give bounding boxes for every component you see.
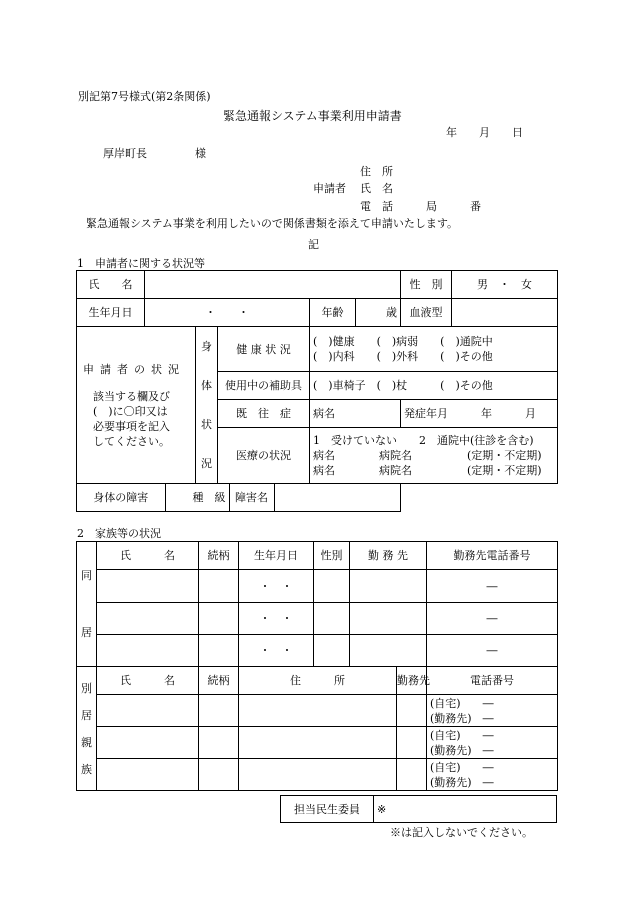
separate-workplace-field[interactable] bbox=[397, 695, 427, 727]
separate-char-4: 族 bbox=[81, 762, 92, 776]
cohabit-vertical-label bbox=[77, 542, 97, 667]
aid-options[interactable]: ( )車椅子 ( )杖 ( )その他 bbox=[310, 372, 558, 400]
cohabit-header-sex: 性別 bbox=[314, 542, 350, 570]
disability-label: 身体の障害 bbox=[77, 484, 165, 511]
separate-work-phone: (勤務先) ― bbox=[430, 743, 494, 757]
separate-work-phone: (勤務先) ― bbox=[430, 775, 494, 789]
separate-row bbox=[77, 759, 558, 791]
separate-address-field[interactable] bbox=[239, 759, 397, 791]
separate-home-phone: (自宅) ― bbox=[430, 728, 494, 742]
ki-label: 記 bbox=[308, 238, 319, 251]
status-title: 申請者の状況 bbox=[83, 362, 185, 376]
body-char-2: 体 bbox=[201, 379, 212, 392]
cohabit-row bbox=[77, 635, 558, 667]
separate-char-2: 居 bbox=[81, 708, 92, 722]
dob-field[interactable]: ・ ・ bbox=[145, 299, 310, 327]
addressee: 厚岸町長 bbox=[103, 147, 147, 160]
cohabit-header-dob: 生年月日 bbox=[239, 542, 314, 570]
name-label: 氏 名 bbox=[77, 271, 145, 299]
status-note-1: 該当する欄及び bbox=[93, 389, 170, 403]
disability-name-field[interactable] bbox=[274, 484, 400, 511]
separate-row bbox=[77, 695, 558, 727]
separate-vertical-label bbox=[77, 667, 97, 791]
honorific: 様 bbox=[195, 147, 206, 160]
cohabit-row bbox=[77, 603, 558, 635]
body-char-3: 状 bbox=[201, 418, 212, 431]
form-id: 別記第7号様式(第2条関係) bbox=[78, 90, 211, 103]
medical-line-2: 病名 病院名 (定期・不定期) bbox=[313, 449, 542, 462]
separate-header-phone: 電話番号 bbox=[427, 667, 558, 695]
cohabit-workplace-field[interactable] bbox=[350, 570, 427, 603]
history-label: 既 往 症 bbox=[218, 400, 310, 428]
cohabit-header-relation: 続柄 bbox=[199, 542, 239, 570]
commissioner-table bbox=[280, 795, 557, 823]
health-options[interactable] bbox=[310, 327, 558, 372]
form-title: 緊急通報システム事業利用申請書 bbox=[223, 109, 402, 123]
statement: 緊急通報システム事業を利用したいので関係書類を添えて申請いたします。 bbox=[86, 217, 459, 230]
history-onset-field[interactable]: 発症年月 年 月 bbox=[401, 400, 558, 428]
blood-type-field[interactable] bbox=[452, 299, 558, 327]
applicant-label: 申請者 bbox=[313, 182, 346, 195]
age-field[interactable]: 歳 bbox=[356, 299, 401, 327]
cohabit-dob-field[interactable]: ・ ・ bbox=[239, 603, 314, 635]
status-note-2: ( )に〇印又は bbox=[93, 404, 168, 418]
separate-workplace-field[interactable] bbox=[397, 759, 427, 791]
cohabit-workplace-field[interactable] bbox=[350, 635, 427, 667]
commissioner-label: 担当民生委員 bbox=[281, 796, 374, 823]
separate-relation-field[interactable] bbox=[199, 695, 239, 727]
cohabit-dob-field[interactable]: ・ ・ bbox=[239, 570, 314, 603]
body-char-4: 況 bbox=[201, 457, 212, 470]
separate-header-relation: 続柄 bbox=[199, 667, 239, 695]
separate-header-address: 住 所 bbox=[239, 667, 397, 695]
commissioner-field: ※ bbox=[374, 796, 557, 823]
separate-address-field[interactable] bbox=[239, 727, 397, 759]
applicant-address-label: 住 所 bbox=[360, 165, 393, 178]
age-label: 年齢 bbox=[310, 299, 356, 327]
disability-grade-field[interactable]: 種 級 bbox=[165, 484, 229, 511]
cohabit-sex-field[interactable] bbox=[314, 570, 350, 603]
separate-home-phone: (自宅) ― bbox=[430, 760, 494, 774]
cohabit-header-work-phone: 勤務先電話番号 bbox=[427, 542, 558, 570]
disability-subtable bbox=[77, 484, 400, 511]
cohabit-header-name: 氏 名 bbox=[97, 542, 199, 570]
blood-type-label: 血液型 bbox=[401, 299, 452, 327]
separate-name-field[interactable] bbox=[97, 759, 199, 791]
cohabit-sex-field[interactable] bbox=[314, 603, 350, 635]
disability-row-blank bbox=[401, 484, 558, 512]
cohabit-header-workplace: 勤 務 先 bbox=[350, 542, 427, 570]
applicant-phone-label: 電 話 局 番 bbox=[360, 200, 481, 213]
history-disease-field[interactable]: 病名 bbox=[310, 400, 401, 428]
cohabit-work-phone-field[interactable]: ― bbox=[427, 635, 558, 667]
footnote: ※は記入しないでください。 bbox=[390, 826, 533, 839]
separate-header-name: 氏 名 bbox=[97, 667, 199, 695]
aid-label: 使用中の補助具 bbox=[218, 372, 310, 400]
cohabit-relation-field[interactable] bbox=[199, 603, 239, 635]
cohabit-relation-field[interactable] bbox=[199, 570, 239, 603]
section1-heading: 1 申請者に関する状況等 bbox=[77, 257, 205, 270]
cohabit-workplace-field[interactable] bbox=[350, 603, 427, 635]
separate-name-field[interactable] bbox=[97, 727, 199, 759]
applicant-name-label: 氏 名 bbox=[360, 182, 393, 195]
disability-row bbox=[77, 484, 401, 512]
separate-relation-field[interactable] bbox=[199, 727, 239, 759]
status-note-3: 必要事項を記入 bbox=[93, 419, 170, 433]
cohabit-relation-field[interactable] bbox=[199, 635, 239, 667]
separate-relation-field[interactable] bbox=[199, 759, 239, 791]
cohabit-name-field[interactable] bbox=[97, 570, 199, 603]
cohabit-work-phone-field[interactable]: ― bbox=[427, 603, 558, 635]
separate-phone-field[interactable] bbox=[427, 695, 558, 727]
status-note-4: してください。 bbox=[93, 434, 170, 448]
disability-name-label: 障害名 bbox=[229, 484, 274, 511]
body-status-vertical-label bbox=[196, 327, 218, 484]
cohabit-char-1: 同 bbox=[81, 569, 92, 582]
medical-line-1: 1 受けていない 2 通院中(往診を含む) bbox=[313, 434, 534, 447]
separate-name-field[interactable] bbox=[97, 695, 199, 727]
cohabit-dob-field[interactable]: ・ ・ bbox=[239, 635, 314, 667]
separate-phone-field[interactable] bbox=[427, 727, 558, 759]
medical-options[interactable] bbox=[310, 428, 558, 484]
sex-field[interactable]: 男 ・ 女 bbox=[452, 271, 558, 299]
separate-address-field[interactable] bbox=[239, 695, 397, 727]
status-instructions bbox=[77, 327, 196, 484]
cohabit-name-field[interactable] bbox=[97, 603, 199, 635]
separate-work-phone: (勤務先) ― bbox=[430, 711, 494, 725]
dob-label: 生年月日 bbox=[77, 299, 145, 327]
medical-line-3: 病名 病院名 (定期・不定期) bbox=[313, 464, 542, 477]
health-label: 健 康 状 況 bbox=[218, 327, 310, 372]
body-char-1: 身 bbox=[201, 340, 212, 353]
separate-char-3: 親 bbox=[81, 735, 92, 749]
sex-label: 性 別 bbox=[401, 271, 452, 299]
date-line: 年 月 日 bbox=[446, 126, 523, 139]
cohabit-row bbox=[77, 570, 558, 603]
separate-char-1: 別 bbox=[81, 681, 92, 695]
applicant-status-table bbox=[76, 270, 558, 512]
health-line-1: ( )健康 ( )病弱 ( )通院中 bbox=[313, 335, 493, 348]
separate-row bbox=[77, 727, 558, 759]
name-field[interactable] bbox=[145, 271, 401, 299]
family-status-table bbox=[76, 541, 558, 791]
cohabit-char-2: 居 bbox=[81, 626, 92, 639]
separate-header-workplace: 勤務先 bbox=[397, 667, 427, 695]
separate-workplace-field[interactable] bbox=[397, 727, 427, 759]
section2-heading: 2 家族等の状況 bbox=[77, 527, 161, 540]
separate-phone-field[interactable] bbox=[427, 759, 558, 791]
cohabit-name-field[interactable] bbox=[97, 635, 199, 667]
health-line-2: ( )内科 ( )外科 ( )その他 bbox=[313, 350, 493, 363]
medical-label: 医療の状況 bbox=[218, 428, 310, 484]
cohabit-work-phone-field[interactable]: ― bbox=[427, 570, 558, 603]
separate-home-phone: (自宅) ― bbox=[430, 696, 494, 710]
cohabit-sex-field[interactable] bbox=[314, 635, 350, 667]
